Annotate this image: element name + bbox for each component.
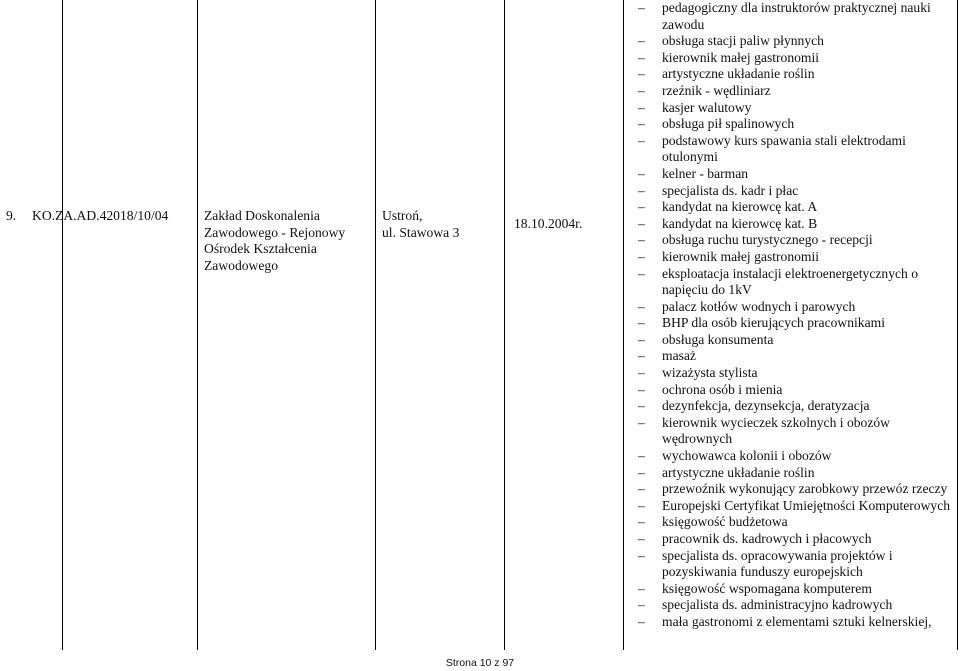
dash-bullet: –: [638, 481, 645, 497]
course-item: [630, 465, 955, 482]
course-item: [630, 548, 955, 581]
course-item: [630, 199, 955, 216]
course-label: Europejski Certyfikat Umiejętności Komputerowych: [662, 497, 951, 513]
course-item: [630, 66, 955, 83]
dash-bullet: –: [638, 82, 645, 98]
dash-bullet: –: [638, 547, 645, 563]
institution-line: Zakład Doskonalenia: [204, 208, 320, 223]
course-label: wychowawca kolonii i obozów: [662, 448, 832, 464]
address-street: ul. Stawowa 3: [382, 224, 460, 240]
dash-bullet: –: [638, 215, 645, 231]
course-label: podstawowy kurs spawania stali elektrodami otulonymi: [662, 132, 906, 165]
course-item: [630, 398, 955, 415]
course-label: kierownik małej gastronomii: [662, 248, 820, 264]
dash-bullet: –: [638, 448, 645, 464]
dash-bullet: –: [638, 580, 645, 596]
dash-bullet: –: [638, 0, 645, 15]
course-item: [630, 83, 955, 100]
dash-bullet: –: [638, 613, 645, 629]
course-label: artystyczne układanie roślin: [662, 464, 815, 480]
course-item: [630, 183, 955, 200]
institution-line: Zawodowego: [204, 257, 278, 273]
dash-bullet: –: [638, 331, 645, 347]
course-label: dezynfekcja, dezynsekcja, deratyzacja: [662, 398, 870, 414]
column-divider-1: [62, 0, 63, 650]
course-item: [630, 332, 955, 349]
dash-bullet: –: [638, 497, 645, 513]
dash-bullet: –: [638, 66, 645, 82]
course-item: [630, 100, 955, 117]
institution-name: [204, 208, 372, 274]
institution-line: Zawodowego - Rejonowy: [204, 224, 346, 240]
course-label: obsługa pił spalinowych: [662, 116, 795, 132]
dash-bullet: –: [638, 265, 645, 281]
dash-bullet: –: [638, 199, 645, 215]
course-label: pedagogiczny dla instruktorów praktycznej nauki zawodu: [662, 0, 931, 32]
course-item: [630, 166, 955, 183]
dash-bullet: –: [638, 381, 645, 397]
course-label: ochrona osób i mienia: [662, 381, 783, 397]
dash-bullet: –: [638, 248, 645, 264]
dash-bullet: –: [638, 232, 645, 248]
registration-code: KO.ZA.AD.42018/10/04: [32, 208, 169, 223]
course-item: [630, 299, 955, 316]
column-divider-3: [375, 0, 376, 650]
course-item: [630, 448, 955, 465]
course-label: księgowość budżetowa: [662, 514, 788, 530]
column-divider-6: [957, 0, 958, 650]
course-item: [630, 597, 955, 614]
dash-bullet: –: [638, 315, 645, 331]
address: [382, 208, 500, 241]
course-label: specjalista ds. opracowywania projektów i pozyskiwania funduszy europejskich: [662, 547, 893, 580]
dash-bullet: –: [638, 298, 645, 314]
course-label: masaż: [662, 348, 696, 364]
course-label: kelner - barman: [662, 165, 749, 181]
course-item: [630, 348, 955, 365]
course-item: [630, 116, 955, 133]
row-number: 9.: [6, 208, 17, 223]
dash-bullet: –: [638, 182, 645, 198]
course-label: eksploatacja instalacji elektroenergetycznych o napięciu do 1kV: [662, 265, 919, 298]
course-item: [630, 382, 955, 399]
course-label: kierownik wycieczek szkolnych i obozów wędrownych: [662, 414, 891, 447]
course-item: [630, 266, 955, 299]
dash-bullet: –: [638, 348, 645, 364]
dash-bullet: –: [638, 132, 645, 148]
column-divider-4: [504, 0, 505, 650]
dash-bullet: –: [638, 116, 645, 132]
institution-line: Ośrodek Kształcenia: [204, 241, 317, 257]
course-item: [630, 365, 955, 382]
course-item: [630, 33, 955, 50]
dash-bullet: –: [638, 165, 645, 181]
course-item: [630, 614, 955, 631]
course-item: [630, 216, 955, 233]
course-label: artystyczne układanie roślin: [662, 66, 815, 82]
course-item: [630, 50, 955, 67]
course-list: [630, 0, 955, 631]
course-label: obsługa konsumenta: [662, 331, 774, 347]
dash-bullet: –: [638, 99, 645, 115]
entry-date: 18.10.2004r.: [514, 216, 583, 231]
course-item: [630, 531, 955, 548]
course-label: kasjer walutowy: [662, 99, 752, 115]
dash-bullet: –: [638, 49, 645, 65]
page-footer: Strona 10 z 97: [445, 657, 515, 669]
dash-bullet: –: [638, 33, 645, 49]
dash-bullet: –: [638, 531, 645, 546]
course-item: [630, 581, 955, 598]
course-item: [630, 0, 955, 33]
dash-bullet: –: [638, 365, 645, 381]
course-label: kierownik małej gastronomii: [662, 49, 820, 65]
course-item: [630, 232, 955, 249]
course-label: rzeźnik - wędliniarz: [662, 82, 771, 98]
dash-bullet: –: [638, 414, 645, 430]
course-label: specjalista ds. kadr i płac: [662, 182, 799, 198]
column-divider-2: [197, 0, 198, 650]
course-label: wizażysta stylista: [662, 365, 758, 381]
dash-bullet: –: [638, 464, 645, 480]
course-label: specjalista ds. administracyjno kadrowych: [662, 597, 893, 613]
column-divider-5: [623, 0, 624, 650]
course-item: [630, 133, 955, 166]
course-label: przewoźnik wykonujący zarobkowy przewóz rzeczy: [662, 481, 948, 497]
course-label: palacz kotłów wodnych i parowych: [662, 298, 856, 314]
course-item: [630, 481, 955, 498]
course-label: kandydat na kierowcę kat. A: [662, 199, 818, 215]
address-city: Ustroń,: [382, 208, 423, 223]
dash-bullet: –: [638, 398, 645, 414]
dash-bullet: –: [638, 514, 645, 530]
course-item: [630, 498, 955, 515]
course-label: kandydat na kierowcę kat. B: [662, 215, 818, 231]
course-label: pracownik ds. kadrowych i płacowych: [662, 531, 872, 546]
dash-bullet: –: [638, 597, 645, 613]
course-label: księgowość wspomagana komputerem: [662, 580, 872, 596]
course-item: [630, 249, 955, 266]
course-item: [630, 514, 955, 531]
course-label: BHP dla osób kierujących pracownikami: [662, 315, 885, 331]
course-item: [630, 415, 955, 448]
course-label: obsługa stacji paliw płynnych: [662, 33, 824, 49]
course-label: mała gastronomi z elementami sztuki kelnerskiej,: [662, 613, 932, 629]
course-item: [630, 315, 955, 332]
course-label: obsługa ruchu turystycznego - recepcji: [662, 232, 873, 248]
